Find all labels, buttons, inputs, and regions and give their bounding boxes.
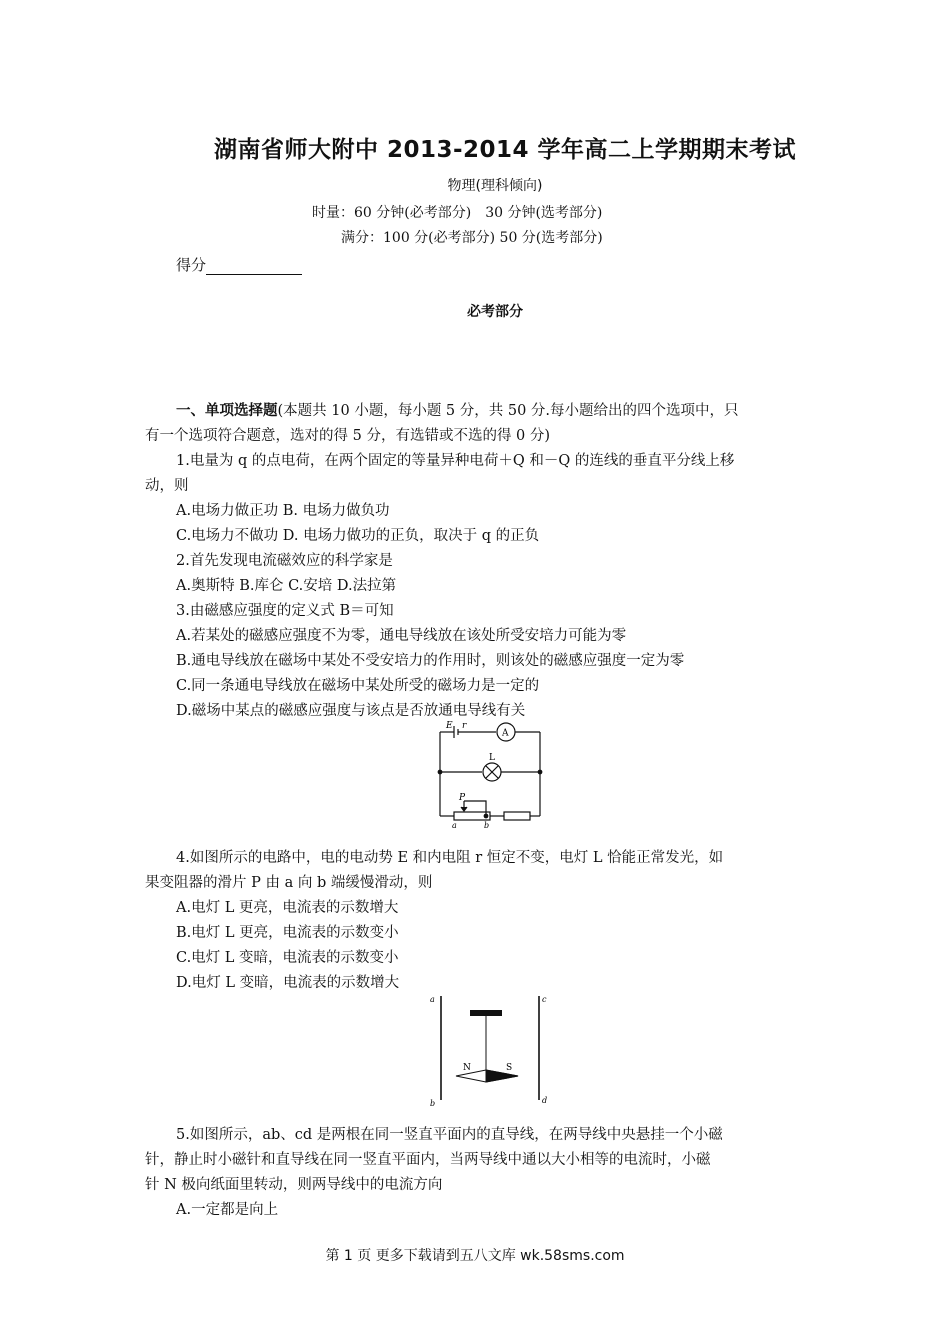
label-b: b — [484, 821, 490, 830]
junction-dot-right — [538, 770, 543, 775]
junction-dot-bottom — [484, 814, 489, 819]
label-a: a — [452, 821, 457, 830]
section-title: 必考部分 — [467, 304, 523, 320]
q4-option-b: B.电灯 L 更亮，电流表的示数变小 — [176, 925, 399, 941]
q5-line1: 5.如图所示，ab、cd 是两根在同一竖直平面内的直导线，在两导线中央悬挂一个小磁 — [176, 1127, 723, 1143]
score-label: 得分 — [176, 256, 207, 274]
q4-line1: 4.如图所示的电路中，电的电动势 E 和内电阻 r 恒定不变，电灯 L 恰能正常发光，如 — [176, 850, 724, 866]
score-field — [176, 254, 302, 275]
part1-heading — [176, 401, 739, 421]
q3-option-b: B.通电导线放在磁场中某处不受安培力的作用时，则该处的磁感应强度一定为零 — [176, 653, 685, 669]
q4-option-a: A.电灯 L 更亮，电流表的示数增大 — [176, 900, 399, 916]
time-line: 时量：60 分钟(必考部分) 30 分钟(选考部分) — [312, 205, 603, 221]
resistor-icon — [504, 812, 530, 820]
label-S: S — [506, 1063, 513, 1073]
label-r: r — [462, 721, 467, 731]
q1-line2: 动，则 — [145, 478, 189, 494]
q4-option-d: D.电灯 L 变暗，电流表的示数增大 — [176, 975, 400, 991]
q1-line1: 1.电量为 q 的点电荷，在两个固定的等量异种电荷＋Q 和－Q 的连线的垂直平分线上移 — [176, 453, 735, 469]
page-footer: 第 1 页 更多下载请到五八文库 wk.58sms.com — [325, 1248, 625, 1264]
q1-options-ab: A.电场力做正功 B. 电场力做负功 — [176, 503, 390, 519]
label-wire-b: b — [430, 1099, 436, 1108]
document-title: 湖南省师大附中 2013-2014 学年高二上学期期末考试 — [213, 137, 797, 163]
q3-option-d: D.磁场中某点的磁感应强度与该点是否放通电导线有关 — [176, 703, 526, 719]
label-wire-c: c — [542, 995, 547, 1004]
label-wire-d: d — [542, 1096, 548, 1105]
score-blank — [206, 260, 302, 275]
label-A: A — [502, 728, 509, 739]
junction-dot-left — [438, 770, 443, 775]
q3-option-c: C.同一条通电导线放在磁场中某处所受的磁场力是一定的 — [176, 678, 540, 694]
label-E: E — [446, 721, 453, 731]
q3-stem: 3.由磁感应强度的定义式 B＝可知 — [176, 603, 394, 619]
part1-heading-cont: 有一个选项符合题意，选对的得 5 分，有选错或不选的得 0 分) — [145, 428, 551, 444]
q2-stem: 2.首先发现电流磁效应的科学家是 — [176, 553, 393, 569]
label-P: P — [459, 793, 466, 803]
document-subtitle: 物理(理科倾向) — [447, 178, 543, 194]
part1-heading-rest: (本题共 10 小题，每小题 5 分，共 50 分.每小题给出的四个选项中，只 — [277, 403, 739, 419]
full-score-line: 满分：100 分(必考部分) 50 分(选考部分) — [341, 230, 603, 246]
suspension-bar — [470, 1010, 502, 1016]
label-L: L — [489, 753, 495, 763]
q2-options: A.奥斯特 B.库仑 C.安培 D.法拉第 — [176, 578, 397, 594]
label-N: N — [463, 1063, 471, 1073]
q3-option-a: A.若某处的磁感应强度不为零，通电导线放在该处所受安培力可能为零 — [176, 628, 627, 644]
q5-line3: 针 N 极向纸面里转动，则两导线中的电流方向 — [145, 1177, 443, 1193]
circuit-diagram — [430, 718, 550, 830]
q4-option-c: C.电灯 L 变暗，电流表的示数变小 — [176, 950, 399, 966]
part1-heading-bold: 一、单项选择题 — [176, 403, 278, 419]
label-wire-a: a — [430, 995, 435, 1004]
q4-line2: 果变阻器的滑片 P 由 a 向 b 端缓慢滑动，则 — [145, 875, 433, 891]
wires-magnet-diagram — [428, 990, 554, 1110]
q1-options-cd: C.电场力不做功 D. 电场力做功的正负，取决于 q 的正负 — [176, 528, 540, 544]
q5-option-a: A.一定都是向上 — [176, 1202, 279, 1218]
q5-line2: 针，静止时小磁针和直导线在同一竖直平面内，当两导线中通以大小相等的电流时，小磁 — [145, 1152, 711, 1168]
